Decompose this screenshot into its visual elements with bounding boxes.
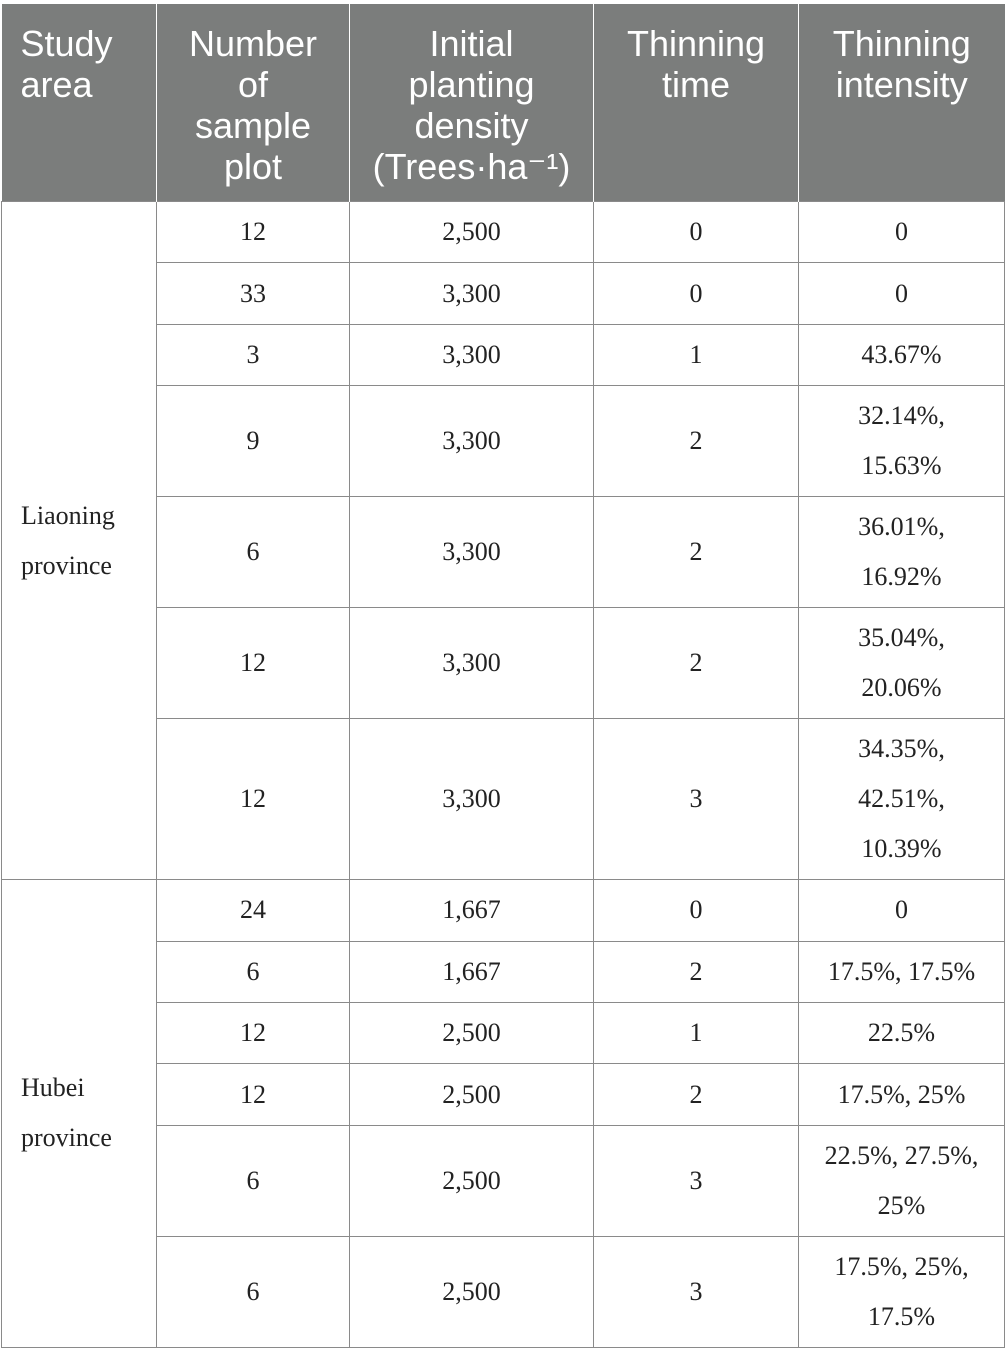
time-cell: 2 — [594, 608, 799, 719]
density-cell: 2,500 — [350, 1064, 594, 1125]
plots-cell: 9 — [157, 386, 350, 497]
time-cell: 3 — [594, 1236, 799, 1347]
density-cell: 3,300 — [350, 324, 594, 385]
density-cell: 2,500 — [350, 1236, 594, 1347]
header-number-of-sample-plot: Number of sample plot — [157, 4, 350, 202]
time-cell: 3 — [594, 1125, 799, 1236]
intensity-cell: 22.5% — [799, 1002, 1005, 1063]
time-cell: 0 — [594, 263, 799, 324]
intensity-cell: 34.35%, 42.51%, 10.39% — [799, 719, 1005, 880]
header-thinning-time: Thinning time — [594, 4, 799, 202]
intensity-cell: 43.67% — [799, 324, 1005, 385]
study-area-cell: Liaoning province — [2, 202, 157, 880]
header-thinning-intensity: Thinning intensity — [799, 4, 1005, 202]
intensity-cell: 0 — [799, 880, 1005, 941]
header-study-area: Study area — [2, 4, 157, 202]
intensity-cell: 17.5%, 17.5% — [799, 941, 1005, 1002]
density-cell: 3,300 — [350, 263, 594, 324]
time-cell: 0 — [594, 880, 799, 941]
time-cell: 3 — [594, 719, 799, 880]
intensity-cell: 36.01%, 16.92% — [799, 497, 1005, 608]
intensity-cell: 35.04%, 20.06% — [799, 608, 1005, 719]
intensity-cell: 0 — [799, 263, 1005, 324]
header-row — [2, 4, 1005, 202]
time-cell: 2 — [594, 941, 799, 1002]
intensity-cell: 22.5%, 27.5%, 25% — [799, 1125, 1005, 1236]
density-cell: 2,500 — [350, 1002, 594, 1063]
time-cell: 2 — [594, 1064, 799, 1125]
plots-cell: 6 — [157, 941, 350, 1002]
plots-cell: 12 — [157, 1064, 350, 1125]
plots-cell: 24 — [157, 880, 350, 941]
plots-cell: 12 — [157, 719, 350, 880]
density-cell: 3,300 — [350, 719, 594, 880]
plots-cell: 3 — [157, 324, 350, 385]
table-row — [2, 202, 1005, 263]
plots-cell: 6 — [157, 497, 350, 608]
table-row — [2, 880, 1005, 941]
plots-cell: 33 — [157, 263, 350, 324]
intensity-cell: 17.5%, 25% — [799, 1064, 1005, 1125]
data-table — [1, 4, 1005, 1348]
density-cell: 1,667 — [350, 880, 594, 941]
density-cell: 1,667 — [350, 941, 594, 1002]
time-cell: 2 — [594, 386, 799, 497]
density-cell: 2,500 — [350, 202, 594, 263]
density-cell: 2,500 — [350, 1125, 594, 1236]
header-initial-planting-density: Initial planting density (Trees·ha⁻¹) — [350, 4, 594, 202]
plots-cell: 12 — [157, 1002, 350, 1063]
plots-cell: 12 — [157, 202, 350, 263]
plots-cell: 12 — [157, 608, 350, 719]
plots-cell: 6 — [157, 1236, 350, 1347]
time-cell: 1 — [594, 324, 799, 385]
density-cell: 3,300 — [350, 608, 594, 719]
time-cell: 1 — [594, 1002, 799, 1063]
intensity-cell: 32.14%, 15.63% — [799, 386, 1005, 497]
study-area-cell: Hubei province — [2, 880, 157, 1348]
density-cell: 3,300 — [350, 386, 594, 497]
density-cell: 3,300 — [350, 497, 594, 608]
time-cell: 2 — [594, 497, 799, 608]
intensity-cell: 0 — [799, 202, 1005, 263]
plots-cell: 6 — [157, 1125, 350, 1236]
time-cell: 0 — [594, 202, 799, 263]
intensity-cell: 17.5%, 25%, 17.5% — [799, 1236, 1005, 1347]
